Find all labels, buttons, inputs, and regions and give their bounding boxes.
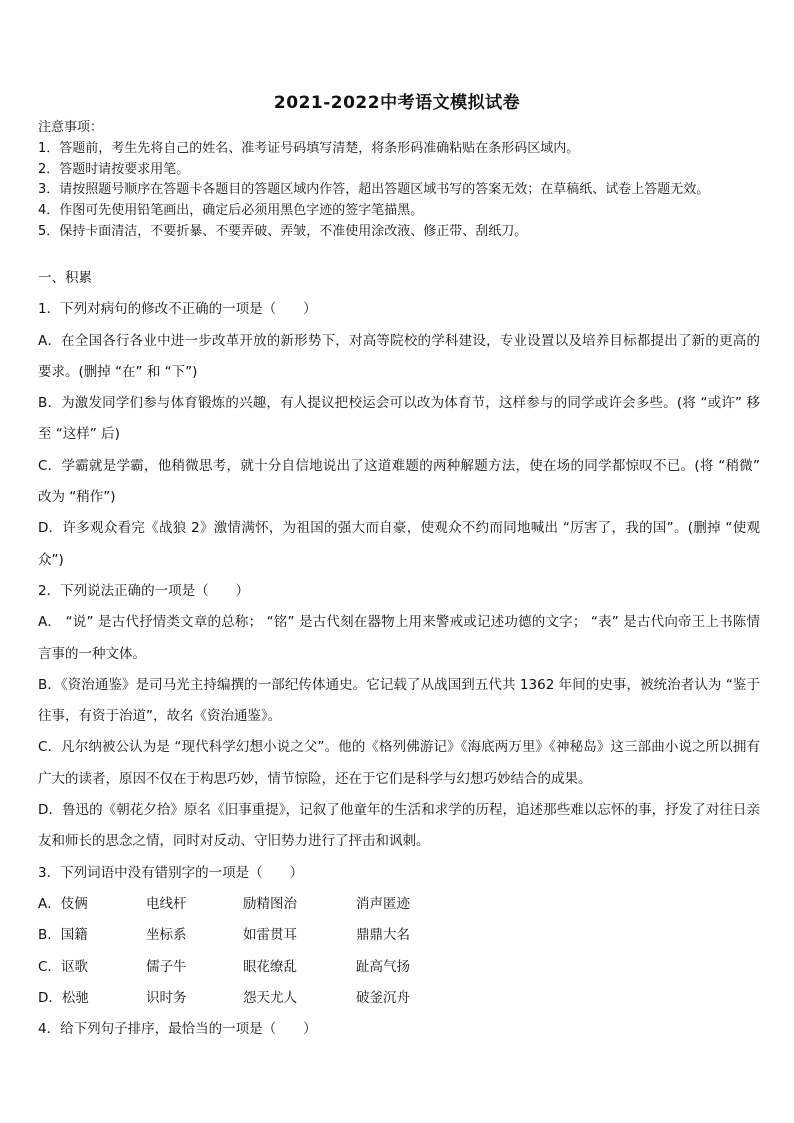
- word: 坐标系: [146, 927, 187, 944]
- note-item: 5．保持卡面清洁，不要折暴、不要弄破、弄皱，不准使用涂改液、修正带、刮纸刀。: [38, 223, 528, 239]
- word: D．松驰: [38, 989, 89, 1006]
- q1-stem: 1．下列对病句的修改不正确的一项是（ ）: [38, 301, 317, 318]
- note-item: 3．请按照题号顺序在答题卡各题目的答题区域内作答，超出答题区域书写的答案无效；在草稿纸、试卷上答题无效。: [38, 182, 710, 198]
- page-title: 2021-2022中考语文模拟试卷: [273, 93, 521, 113]
- q1-option-d: D．许多观众看完《战狼 2》激情满怀，为祖国的强大而自豪，使观众不约而同地喊出 “厉害了，我的国”。(删掉 “使观众”): [38, 520, 760, 568]
- q2-option-a: A． “说” 是古代抒情类文章的总称； “铭” 是古代刻在器物上用来警戒或记述功德的文字； “表” 是古代向帝王上书陈情言事的一种文体。: [38, 614, 760, 662]
- word: A．伎俩: [38, 895, 88, 912]
- questions-body: [38, 263, 760, 1045]
- note-item: 2．答题时请按要求用笔。: [38, 161, 190, 177]
- word: 破釜沉舟: [356, 989, 410, 1006]
- word: 如雷贯耳: [243, 927, 297, 944]
- q2-option-b: B．《资治通鉴》是司马光主持编撰的一部纪传体通史。它记载了从战国到五代共 1362 年间的史事，被统治者认为 “鉴于往事，有资于治道”，故名《资治通鉴》。: [38, 676, 760, 725]
- word: 趾高气扬: [356, 958, 410, 975]
- word: 眼花缭乱: [243, 958, 297, 975]
- word: 鼎鼎大名: [356, 927, 410, 944]
- q3-option-b: [38, 920, 760, 951]
- section-heading: 一、积累: [38, 270, 92, 286]
- q2-option-c: C．凡尔纳被公认为是 “现代科学幻想小说之父”。他的《格列佛游记》《海底两万里》《神秘岛》这三部曲小说之所以拥有广大的读者，原因不仅在于构思巧妙，情节惊险，还在于它们是科学与幻想巧妙结合的成果。: [38, 739, 760, 787]
- q4-stem: 4．给下列句子排序，最恰当的一项是（ ）: [38, 1021, 317, 1038]
- word: 消声匿迹: [356, 895, 410, 912]
- word: 儒子牛: [146, 958, 187, 975]
- note-item: 1．答题前，考生先将自己的姓名、准考证号码填写清楚，将条形码准确粘贴在条形码区域内。: [38, 140, 580, 156]
- word: 电线杆: [146, 895, 187, 912]
- word: C．讴歌: [38, 958, 88, 975]
- word: 励精图治: [243, 895, 297, 912]
- q1-option-b: B．为激发同学们参与体育锻炼的兴趣，有人提议把校运会可以改为体育节，这样参与的同学或许会多些。(将 “或许” 移至 “这样” 后): [38, 395, 760, 443]
- q3-option-c: [38, 952, 760, 983]
- notes-heading: 注意事项：: [38, 120, 104, 135]
- q3-stem: 3．下列词语中没有错别字的一项是（ ）: [38, 864, 304, 881]
- q2-option-d: D．鲁迅的《朝花夕拾》原名《旧事重提》，记叙了他童年的生活和求学的历程，追述那些难以忘怀的事，抒发了对往日亲友和师长的思念之情，同时对反动、守旧势力进行了抨击和讽刺。: [38, 802, 760, 850]
- word: 识时务: [146, 989, 187, 1006]
- word: B．国籍: [38, 927, 88, 944]
- q3-option-d: [38, 983, 760, 1014]
- q2-stem: 2．下列说法正确的一项是（ ）: [38, 582, 250, 599]
- word: 怨天尤人: [243, 989, 297, 1006]
- q1-option-a: A．在全国各行各业中进一步改革开放的新形势下，对高等院校的学科建设，专业设置以及培养目标都提出了新的更高的要求。(删掉 “在” 和 “下”): [38, 332, 760, 380]
- notes-section: [38, 118, 758, 243]
- q1-option-c: C．学霸就是学霸，他稍微思考，就十分自信地说出了这道难题的两种解题方法，使在场的同学都惊叹不已。(将 “稍微” 改为 “稍作”): [38, 457, 760, 506]
- q3-option-a: [38, 889, 760, 920]
- note-item: 4．作图可先使用铅笔画出，确定后必须用黑色字迹的签字笔描黑。: [38, 203, 424, 219]
